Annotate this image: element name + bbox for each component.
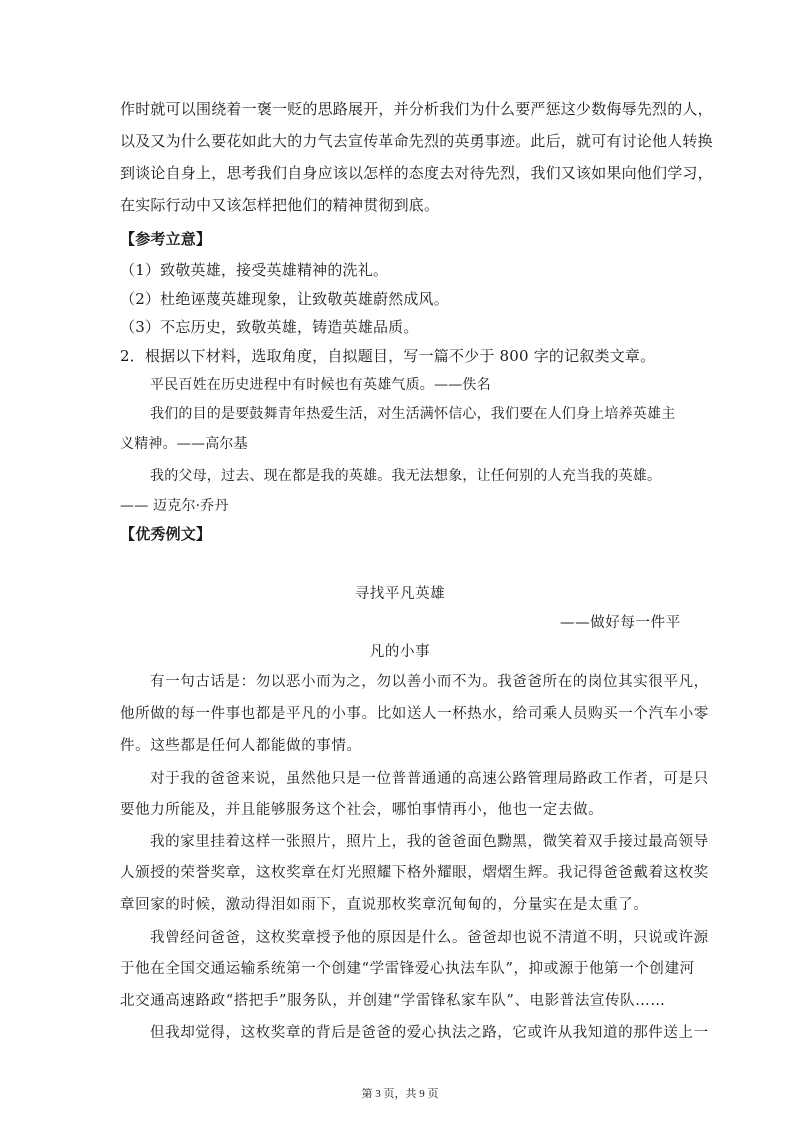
essay-line: 于他在全国交通运输系统第一个创建“学雷锋爱心执法车队”，抑或源于他第一个创建河 [120,961,695,977]
reference-item: （2）杜绝诬蔑英雄现象，让致敬英雄蔚然成风。 [120,290,449,308]
page-footer: 第 3 页，共 9 页 [361,1088,439,1100]
intro-line: 以及又为什么要花如此大的力气去宣传革命先烈的英勇事迹。此后，就可有讨论他人转换 [120,132,713,150]
reference-item: （3）不忘历史，致敬英雄，铸造英雄品质。 [120,318,419,336]
example-heading: 【优秀例文】 [120,525,212,543]
question-2: 2．根据以下材料，选取角度，自拟题目，写一篇不少于 800 字的记叙类文章。 [120,347,656,365]
reference-item: （1）致敬英雄，接受英雄精神的洗礼。 [120,261,389,279]
essay-line: 人颁授的荣誉奖章，这枚奖章在灯光照耀下格外耀眼，熠熠生辉。我记得爸爸戴着这枚奖 [120,865,709,881]
material-quote: 我的父母，过去、现在都是我的英雄。我无法想象，让任何别的人充当我的英雄。 [150,468,662,484]
essay-subtitle: ——做好每一件平 [560,615,681,631]
reference-heading: 【参考立意】 [120,230,212,248]
essay-line: 章回家的时候，激动得泪如雨下，直说那枚奖章沉甸甸的，分量实在是太重了。 [120,897,649,913]
intro-line: 在实际行动中又该怎样把他们的精神贯彻到底。 [120,196,440,214]
essay-line: 他所做的每一件事也都是平凡的小事。比如送人一杯热水，给司乘人员购买一个汽车小零 [120,706,709,722]
essay-line: 北交通高速路政“搭把手”服务队，并创建“学雷锋私家车队”、电影普法宣传队…… [120,993,666,1009]
essay-line: 但我却觉得，这枚奖章的背后是爸爸的爱心执法之路，它或许从我知道的那件送上一 [150,1025,709,1041]
essay-line: 要他力所能及，并且能够服务这个社会，哪怕事情再小，他也一定去做。 [120,802,604,818]
essay-line: 有一句古话是：勿以恶小而为之，勿以善小而不为。我爸爸所在的岗位其实很平凡， [150,674,709,690]
essay-title: 寻找平凡英雄 [354,586,446,602]
material-quote: 平民百姓在历史进程中有时候也有英雄气质。——佚名 [150,377,491,393]
essay-subtitle-continued: 凡的小事 [369,644,431,660]
intro-line: 到谈论自身上，思考我们自身应该以怎样的态度去对待先烈，我们又该如果向他们学习， [120,164,713,182]
essay-line: 我曾经问爸爸，这枚奖章授予他的原因是什么。爸爸却也说不清道不明，只说或许源 [150,930,709,946]
essay-line: 对于我的爸爸来说，虽然他只是一位普普通通的高速公路管理局路政工作者，可是只 [150,771,709,787]
material-attribution: —— 迈克尔·乔丹 [120,498,229,514]
material-quote: 义精神。——高尔基 [120,436,248,452]
essay-line: 我的家里挂着这样一张照片，照片上，我的爸爸面色黝黑，微笑着双手接过最高领导 [150,834,709,850]
essay-line: 件。这些都是任何人都能做的事情。 [120,738,362,754]
material-quote: 我们的目的是要鼓舞青年热爱生活，对生活满怀信心，我们要在人们身上培养英雄主 [150,406,676,422]
intro-line: 作时就可以围绕着一褒一贬的思路展开，并分析我们为什么要严惩这少数侮辱先烈的人， [120,100,713,118]
